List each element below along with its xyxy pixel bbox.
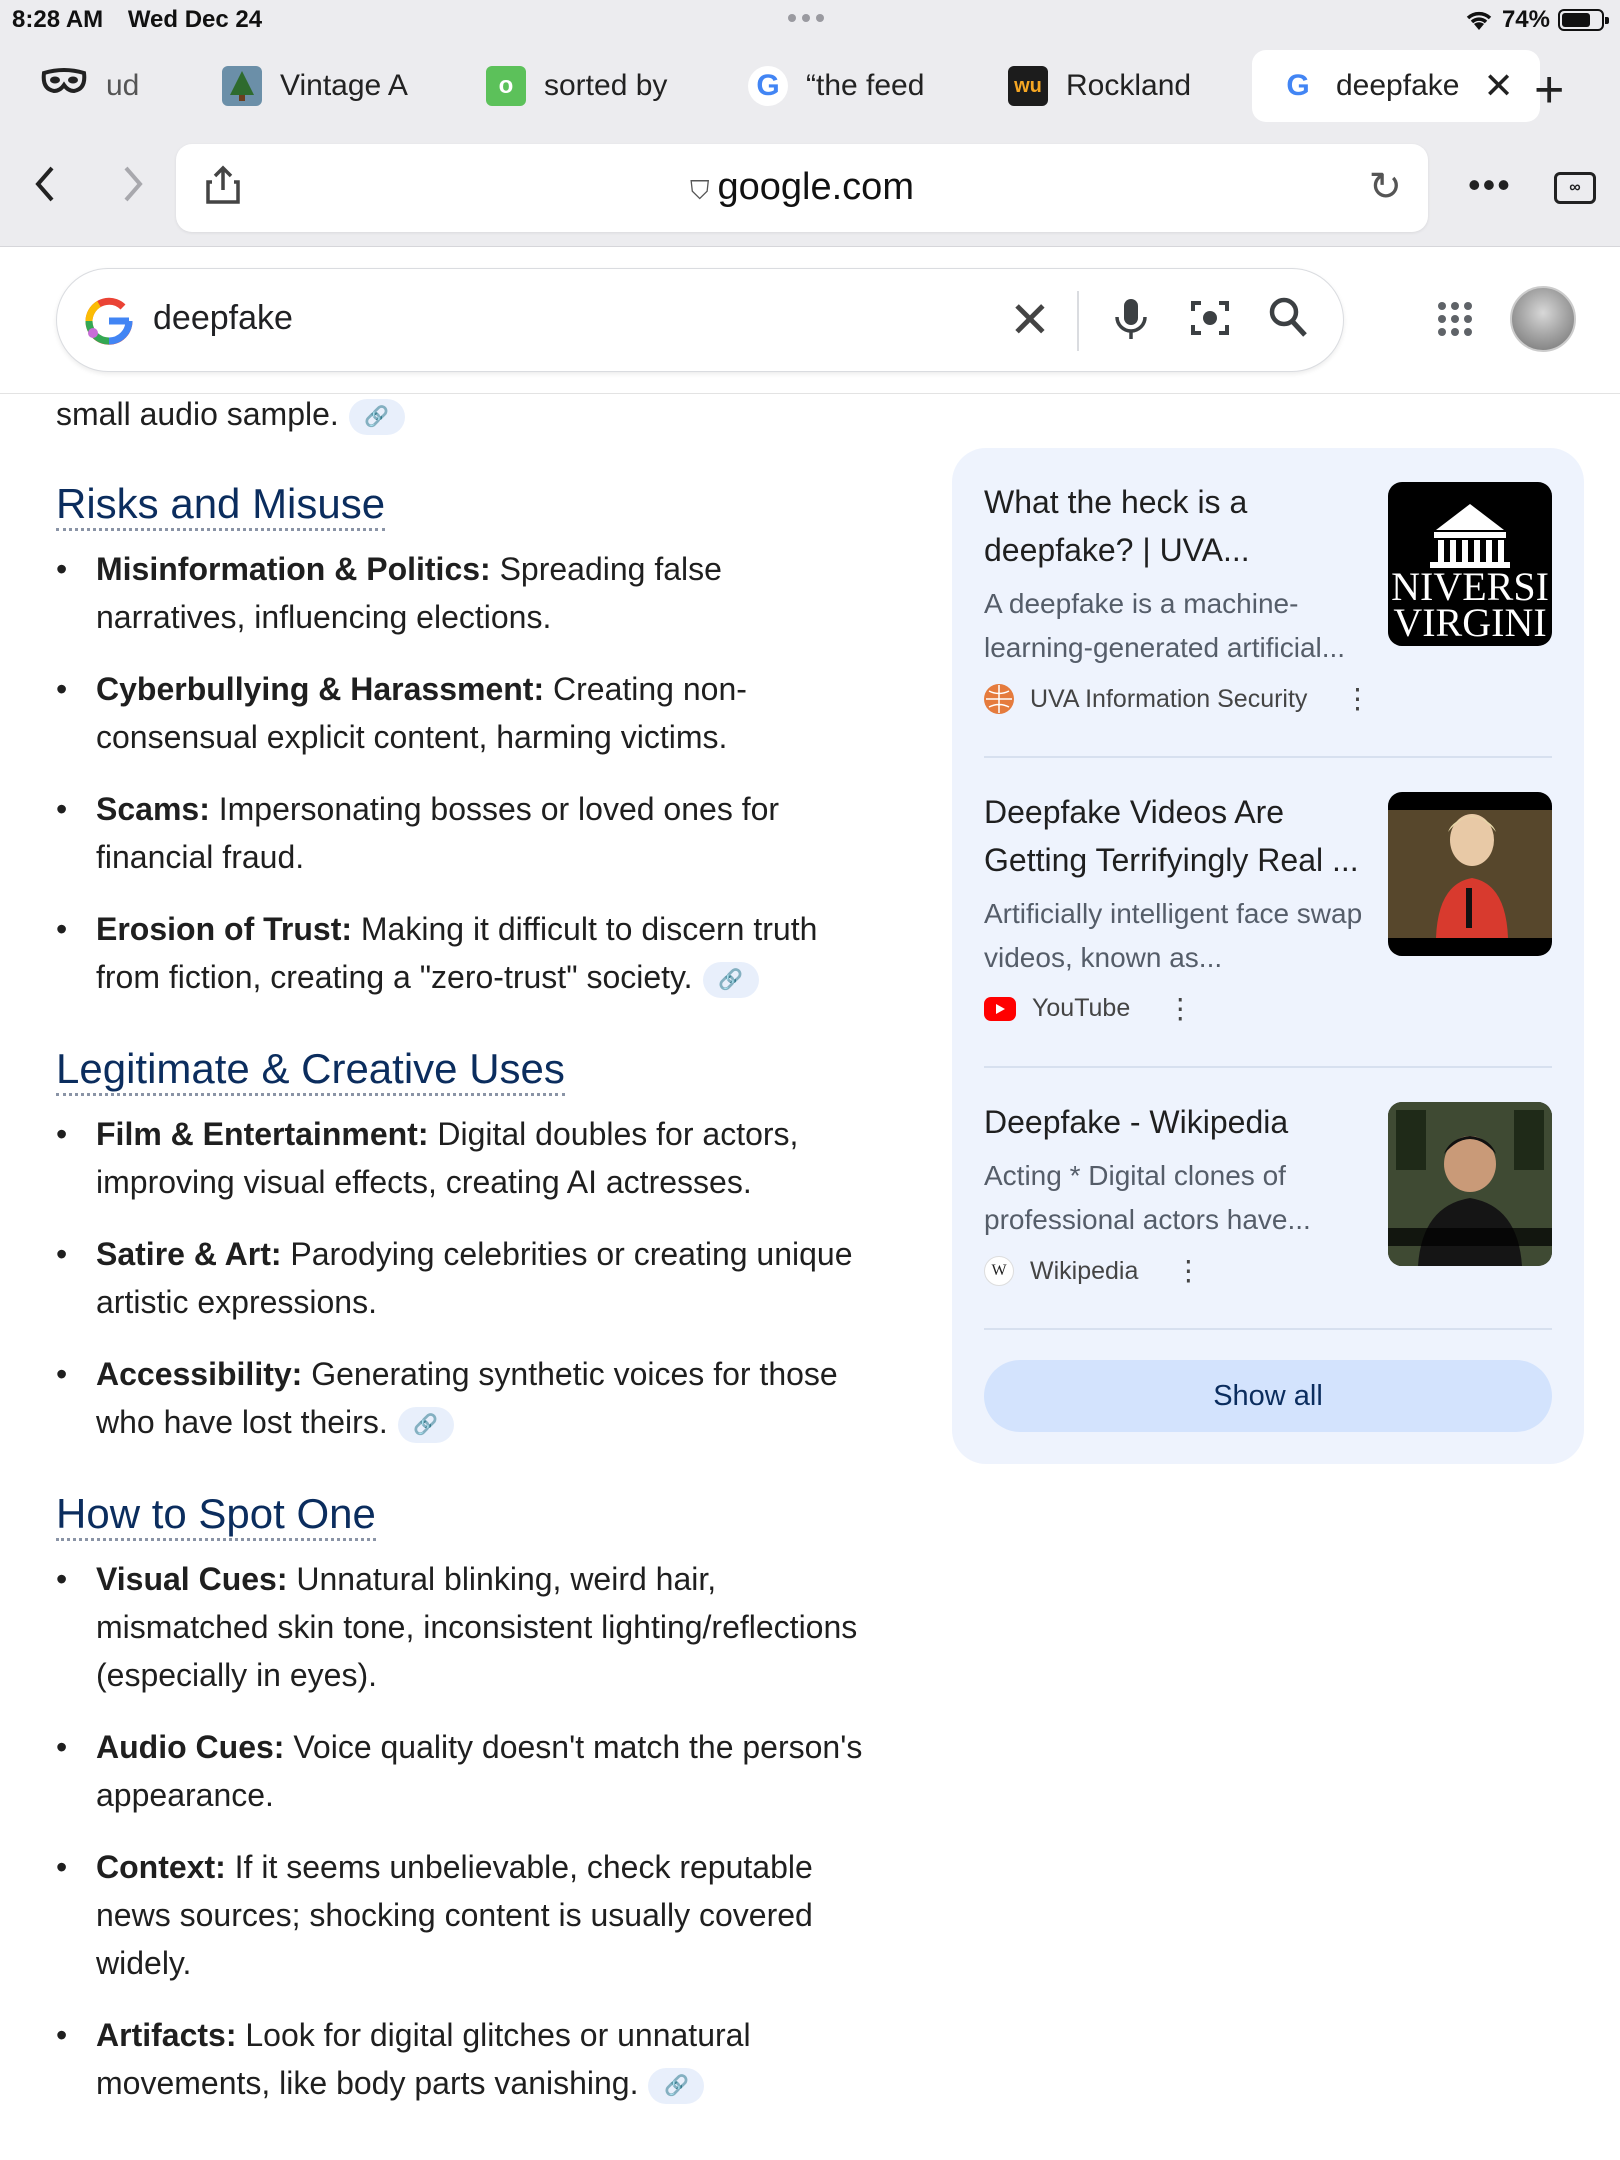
youtube-icon bbox=[984, 997, 1016, 1021]
search-box[interactable] bbox=[56, 268, 1344, 372]
list-item: • Artifacts: Look for digital glitches or unnatural movements, like body parts vanishing. 🔗 bbox=[56, 2011, 876, 2107]
tab-label: Vintage A bbox=[280, 69, 408, 102]
rotunda-logo-icon bbox=[1388, 482, 1552, 646]
back-button[interactable] bbox=[32, 164, 58, 215]
status-date: Wed Dec 24 bbox=[127, 6, 263, 33]
tab-item[interactable] bbox=[1008, 50, 1191, 122]
navigation-row bbox=[0, 142, 1620, 232]
battery-percent: 74% bbox=[1501, 6, 1550, 33]
card-source bbox=[984, 684, 1552, 714]
card-thumbnail[interactable] bbox=[1388, 1102, 1552, 1266]
video-still-icon bbox=[1388, 1102, 1552, 1266]
tab-item[interactable] bbox=[40, 50, 139, 122]
sources-panel bbox=[952, 448, 1584, 1464]
tab-label: “the feed bbox=[806, 69, 925, 102]
tree-icon bbox=[222, 66, 262, 106]
source-name: Wikipedia bbox=[1030, 1256, 1139, 1285]
card-divider bbox=[984, 1066, 1552, 1068]
tab-strip bbox=[0, 46, 1620, 122]
card-thumbnail[interactable] bbox=[1388, 792, 1552, 956]
card-divider bbox=[984, 756, 1552, 758]
section-title: Legitimate & Creative Uses bbox=[56, 1045, 565, 1096]
o-icon: o bbox=[486, 66, 526, 106]
link-icon[interactable]: 🔗 bbox=[648, 2068, 704, 2104]
avatar[interactable] bbox=[1510, 286, 1576, 352]
camera-search-icon[interactable] bbox=[1187, 295, 1233, 346]
clear-search-icon[interactable]: ✕ bbox=[1009, 292, 1051, 348]
more-vert-icon[interactable]: ⋮ bbox=[1174, 1255, 1203, 1286]
google-logo-icon bbox=[81, 293, 137, 349]
reload-icon[interactable]: ↻ bbox=[1368, 165, 1402, 209]
card-snippet: Acting * Digital clones of professional actors have... bbox=[984, 1160, 1311, 1235]
tab-item[interactable] bbox=[748, 50, 924, 122]
battery-level-fill bbox=[1562, 13, 1590, 27]
card-divider bbox=[984, 1328, 1552, 1330]
more-vert-icon[interactable]: ⋮ bbox=[1343, 683, 1372, 714]
list-item: • Visual Cues: Unnatural blinking, weird hair, mismatched skin tone, inconsistent lighting/reflections (especially in eyes). bbox=[56, 1555, 876, 1699]
tab-overview-icon[interactable]: ∞ bbox=[1554, 172, 1596, 204]
tab-item[interactable] bbox=[486, 50, 667, 122]
card-title[interactable]: Deepfake Videos Are Getting Terrifyingly Real ... bbox=[984, 794, 1359, 878]
wikipedia-icon: W bbox=[984, 1256, 1014, 1286]
url-display bbox=[176, 166, 1428, 209]
list-item: • Accessibility: Generating synthetic voices for those who have lost theirs. 🔗 bbox=[56, 1350, 876, 1446]
list-item: • Scams: Impersonating bosses or loved ones for financial fraud. bbox=[56, 785, 876, 881]
google-apps-icon[interactable] bbox=[1438, 302, 1472, 336]
source-name: YouTube bbox=[1032, 994, 1131, 1022]
intro-text: small audio sample. bbox=[56, 396, 339, 432]
address-bar[interactable] bbox=[176, 144, 1428, 232]
list-item: • Audio Cues: Voice quality doesn't match the person's appearance. bbox=[56, 1723, 876, 1819]
source-name: UVA Information Security bbox=[1030, 684, 1308, 713]
search-input[interactable]: deepfake bbox=[153, 299, 293, 337]
mic-icon[interactable] bbox=[1113, 295, 1149, 350]
list-item: • Context: If it seems unbelievable, check reputable news sources; shocking content is usually covered widely. bbox=[56, 1843, 876, 1987]
chevron-right-icon bbox=[120, 164, 146, 204]
wifi-icon bbox=[1464, 8, 1494, 32]
uva-globe-icon bbox=[984, 684, 1014, 714]
status-time bbox=[12, 6, 262, 34]
list-item: • Erosion of Trust: Making it difficult to discern truth from fiction, creating a "zero-trust" society. 🔗 bbox=[56, 905, 876, 1001]
show-all-button[interactable]: Show all bbox=[984, 1360, 1552, 1432]
tab-item-active[interactable] bbox=[1252, 50, 1540, 122]
list-item: • Misinformation & Politics: Spreading false narratives, influencing elections. bbox=[56, 545, 876, 641]
google-icon: G bbox=[748, 66, 788, 106]
wu-icon: wu bbox=[1008, 66, 1048, 106]
ai-overview-content bbox=[56, 390, 876, 2131]
more-options-icon[interactable]: ••• bbox=[1468, 164, 1512, 205]
card-snippet: A deepfake is a machine-learning-generated artificial... bbox=[984, 588, 1346, 663]
mask-icon bbox=[40, 67, 88, 105]
link-icon[interactable]: 🔗 bbox=[349, 399, 405, 435]
card-source bbox=[984, 994, 1552, 1023]
tab-item[interactable] bbox=[222, 50, 408, 122]
shield-icon: ⛉ bbox=[690, 175, 710, 205]
card-title[interactable]: Deepfake - Wikipedia bbox=[984, 1104, 1289, 1140]
card-snippet: Artificially intelligent face swap videos, known as... bbox=[984, 898, 1363, 973]
tab-label: deepfake bbox=[1336, 69, 1460, 102]
section-title: How to Spot One bbox=[56, 1490, 376, 1541]
new-tab-button[interactable]: + bbox=[1534, 61, 1565, 119]
tab-label: Rockland bbox=[1066, 69, 1192, 102]
search-icon[interactable] bbox=[1267, 295, 1311, 346]
multitask-dots-icon[interactable] bbox=[788, 14, 824, 22]
list-item: • Film & Entertainment: Digital doubles for actors, improving visual effects, creating AI actresses. bbox=[56, 1110, 876, 1206]
close-tab-icon[interactable]: ✕ bbox=[1483, 65, 1514, 106]
source-card[interactable] bbox=[984, 478, 1552, 714]
status-bar bbox=[0, 0, 1620, 40]
tab-label: sorted by bbox=[544, 69, 668, 102]
thumb-text: NIVERSI bbox=[1391, 564, 1549, 609]
battery-icon bbox=[1558, 9, 1604, 31]
status-clock: 8:28 AM bbox=[12, 6, 104, 33]
source-card[interactable] bbox=[984, 788, 1552, 1023]
list-item: • Cyberbullying & Harassment: Creating non-consensual explicit content, harming victims. bbox=[56, 665, 876, 761]
tab-label: ud bbox=[106, 69, 140, 102]
link-icon[interactable]: 🔗 bbox=[398, 1407, 454, 1443]
intro-tail bbox=[56, 390, 876, 438]
card-title[interactable]: What the heck is a deepfake? | UVA... bbox=[984, 484, 1250, 568]
google-icon: G bbox=[1278, 66, 1318, 106]
google-search-header bbox=[0, 248, 1620, 394]
search-divider bbox=[1077, 291, 1079, 351]
status-right bbox=[1464, 6, 1604, 34]
forward-button[interactable] bbox=[120, 164, 146, 215]
card-thumbnail[interactable] bbox=[1388, 482, 1552, 646]
list-item: • Satire & Art: Parodying celebrities or creating unique artistic expressions. bbox=[56, 1230, 876, 1326]
source-card[interactable] bbox=[984, 1098, 1552, 1286]
more-vert-icon[interactable]: ⋮ bbox=[1166, 992, 1195, 1024]
thumb-text: VIRGINI bbox=[1393, 600, 1547, 645]
link-icon[interactable]: 🔗 bbox=[703, 962, 759, 998]
chevron-left-icon bbox=[32, 164, 58, 204]
section-title: Risks and Misuse bbox=[56, 480, 385, 531]
browser-chrome bbox=[0, 0, 1620, 247]
video-still-icon bbox=[1388, 792, 1552, 956]
url-domain: google.com bbox=[717, 166, 914, 208]
